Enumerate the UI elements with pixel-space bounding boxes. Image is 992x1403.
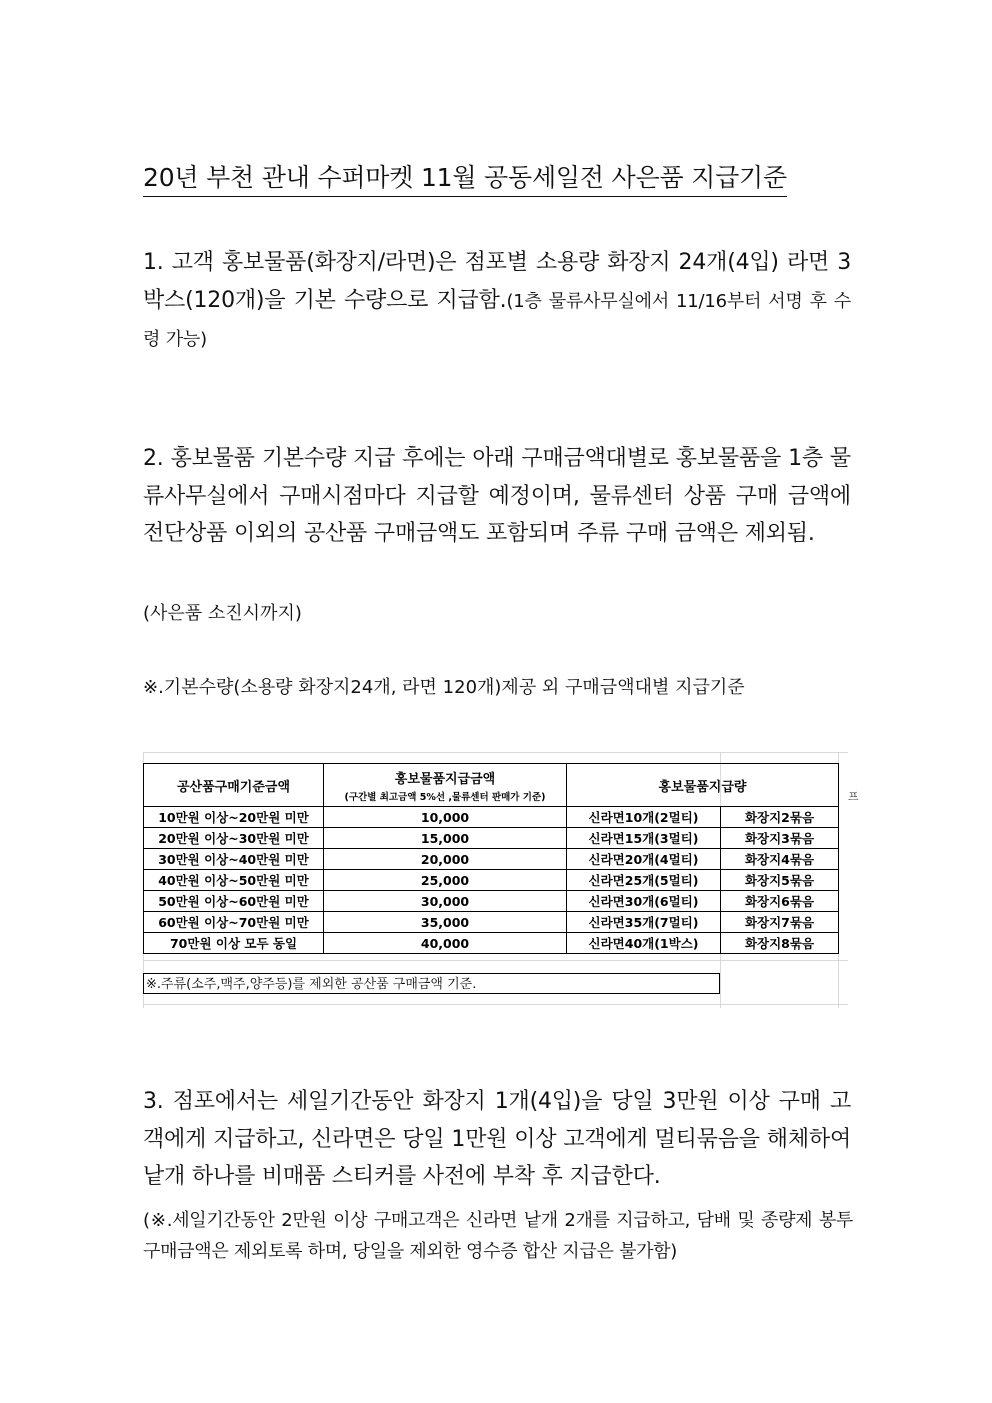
cell-value: 20,000 [324,849,567,870]
section-1-text: 1. 고객 홍보물품(화장지/라면)은 점포별 소용량 화장지 24개(4입) 라면 3박스(120개)을 기본 수량으로 지급함. [143,250,851,313]
sheet-gridline [143,752,848,753]
clipped-cell-text: 프 [848,790,859,803]
cell-ramen: 신라면40개(1박스) [567,933,721,954]
section-3 [143,1083,851,1196]
table-row [144,807,839,828]
cell-value: 30,000 [324,891,567,912]
section-2 [143,440,851,553]
cell-ramen: 신라면10개(2멀티) [567,807,721,828]
table-row [144,828,839,849]
section-3-text: 3. 점포에서는 세일기간동안 화장지 1개(4입)을 당일 3만원 이상 구매 고객에게 지급하고, 신라면은 당일 1만원 이상 고객에게 멀티묶음을 해체하여 낱개 하나를 비매품 스티커를 사전에 부착 후 지급한다. [143,1089,851,1189]
cell-range: 70만원 이상 모두 동일 [144,933,324,954]
cell-tissue: 화장지4묶음 [721,849,839,870]
cell-tissue: 화장지3묶음 [721,828,839,849]
cell-tissue: 화장지8묶음 [721,933,839,954]
section-1 [143,244,851,359]
table-header-row [144,764,839,807]
cell-ramen: 신라면20개(4멀티) [567,849,721,870]
cell-ramen: 신라면15개(3멀티) [567,828,721,849]
cell-ramen: 신라면30개(6멀티) [567,891,721,912]
sheet-gridline [143,960,848,961]
table-row [144,849,839,870]
section-2-note: ※.기본수량(소용량 화장지24개, 라면 120개)제공 외 구매금액대별 지급기준 [143,677,745,698]
cell-tissue: 화장지6묶음 [721,891,839,912]
cell-tissue: 화장지5묶음 [721,870,839,891]
cell-value: 40,000 [324,933,567,954]
sheet-gridline [143,1004,848,1005]
table-row [144,870,839,891]
table-row [144,933,839,954]
header-gift-quantity: 홍보물품지급량 [567,764,839,807]
cell-value: 10,000 [324,807,567,828]
header-gift-value-label: 홍보물품지급금액 [394,771,496,787]
gift-criteria-sheet [143,752,859,1008]
header-purchase-amount: 공산품구매기준금액 [144,764,324,807]
table-row [144,912,839,933]
cell-range: 60만원 이상~70만원 미만 [144,912,324,933]
table-row [144,891,839,912]
cell-ramen: 신라면35개(7멀티) [567,912,721,933]
cell-ramen: 신라면25개(5멀티) [567,870,721,891]
cell-range: 10만원 이상~20만원 미만 [144,807,324,828]
cell-tissue: 화장지7묶음 [721,912,839,933]
cell-tissue: 화장지2묶음 [721,807,839,828]
cell-range: 50만원 이상~60만원 미만 [144,891,324,912]
section-2-sub: (사은품 소진시까지) [143,603,302,624]
cell-range: 40만원 이상~50만원 미만 [144,870,324,891]
section-3-note: (※.세일기간동안 2만원 이상 구매고객은 신라면 낱개 2개를 지급하고, 담배 및 종량제 봉투 구매금액은 제외토록 하며, 당일을 제외한 영수증 합산 지급은 불가함) [143,1210,853,1262]
cell-value: 15,000 [324,828,567,849]
table-footnote: ※.주류(소주,맥주,양주등)를 제외한 공산품 구매금액 기준. [143,973,720,994]
document-title: 20년 부천 관내 수퍼마켓 11월 공동세일전 사은품 지급기준 [143,160,787,197]
cell-value: 25,000 [324,870,567,891]
gift-criteria-table [143,763,839,954]
header-gift-value-sub: (구간별 최고금액 5%선 ,물류센터 판매가 기준) [344,791,546,803]
section-1-small-note: (1층 물류사무실에서 11/16부터 서명 후 수령 가능) [143,290,851,350]
header-gift-value [324,764,567,807]
cell-range: 30만원 이상~40만원 미만 [144,849,324,870]
cell-range: 20만원 이상~30만원 미만 [144,828,324,849]
section-2-text: 2. 홍보물품 기본수량 지급 후에는 아래 구매금액대별로 홍보물품을 1층 물류사무실에서 구매시점마다 지급할 예정이며, 물류센터 상품 구매 금액에 전단상품 이외의 공산품 구매금액도 포함되며 주류 구매 금액은 제외됨. [143,446,851,546]
cell-value: 35,000 [324,912,567,933]
